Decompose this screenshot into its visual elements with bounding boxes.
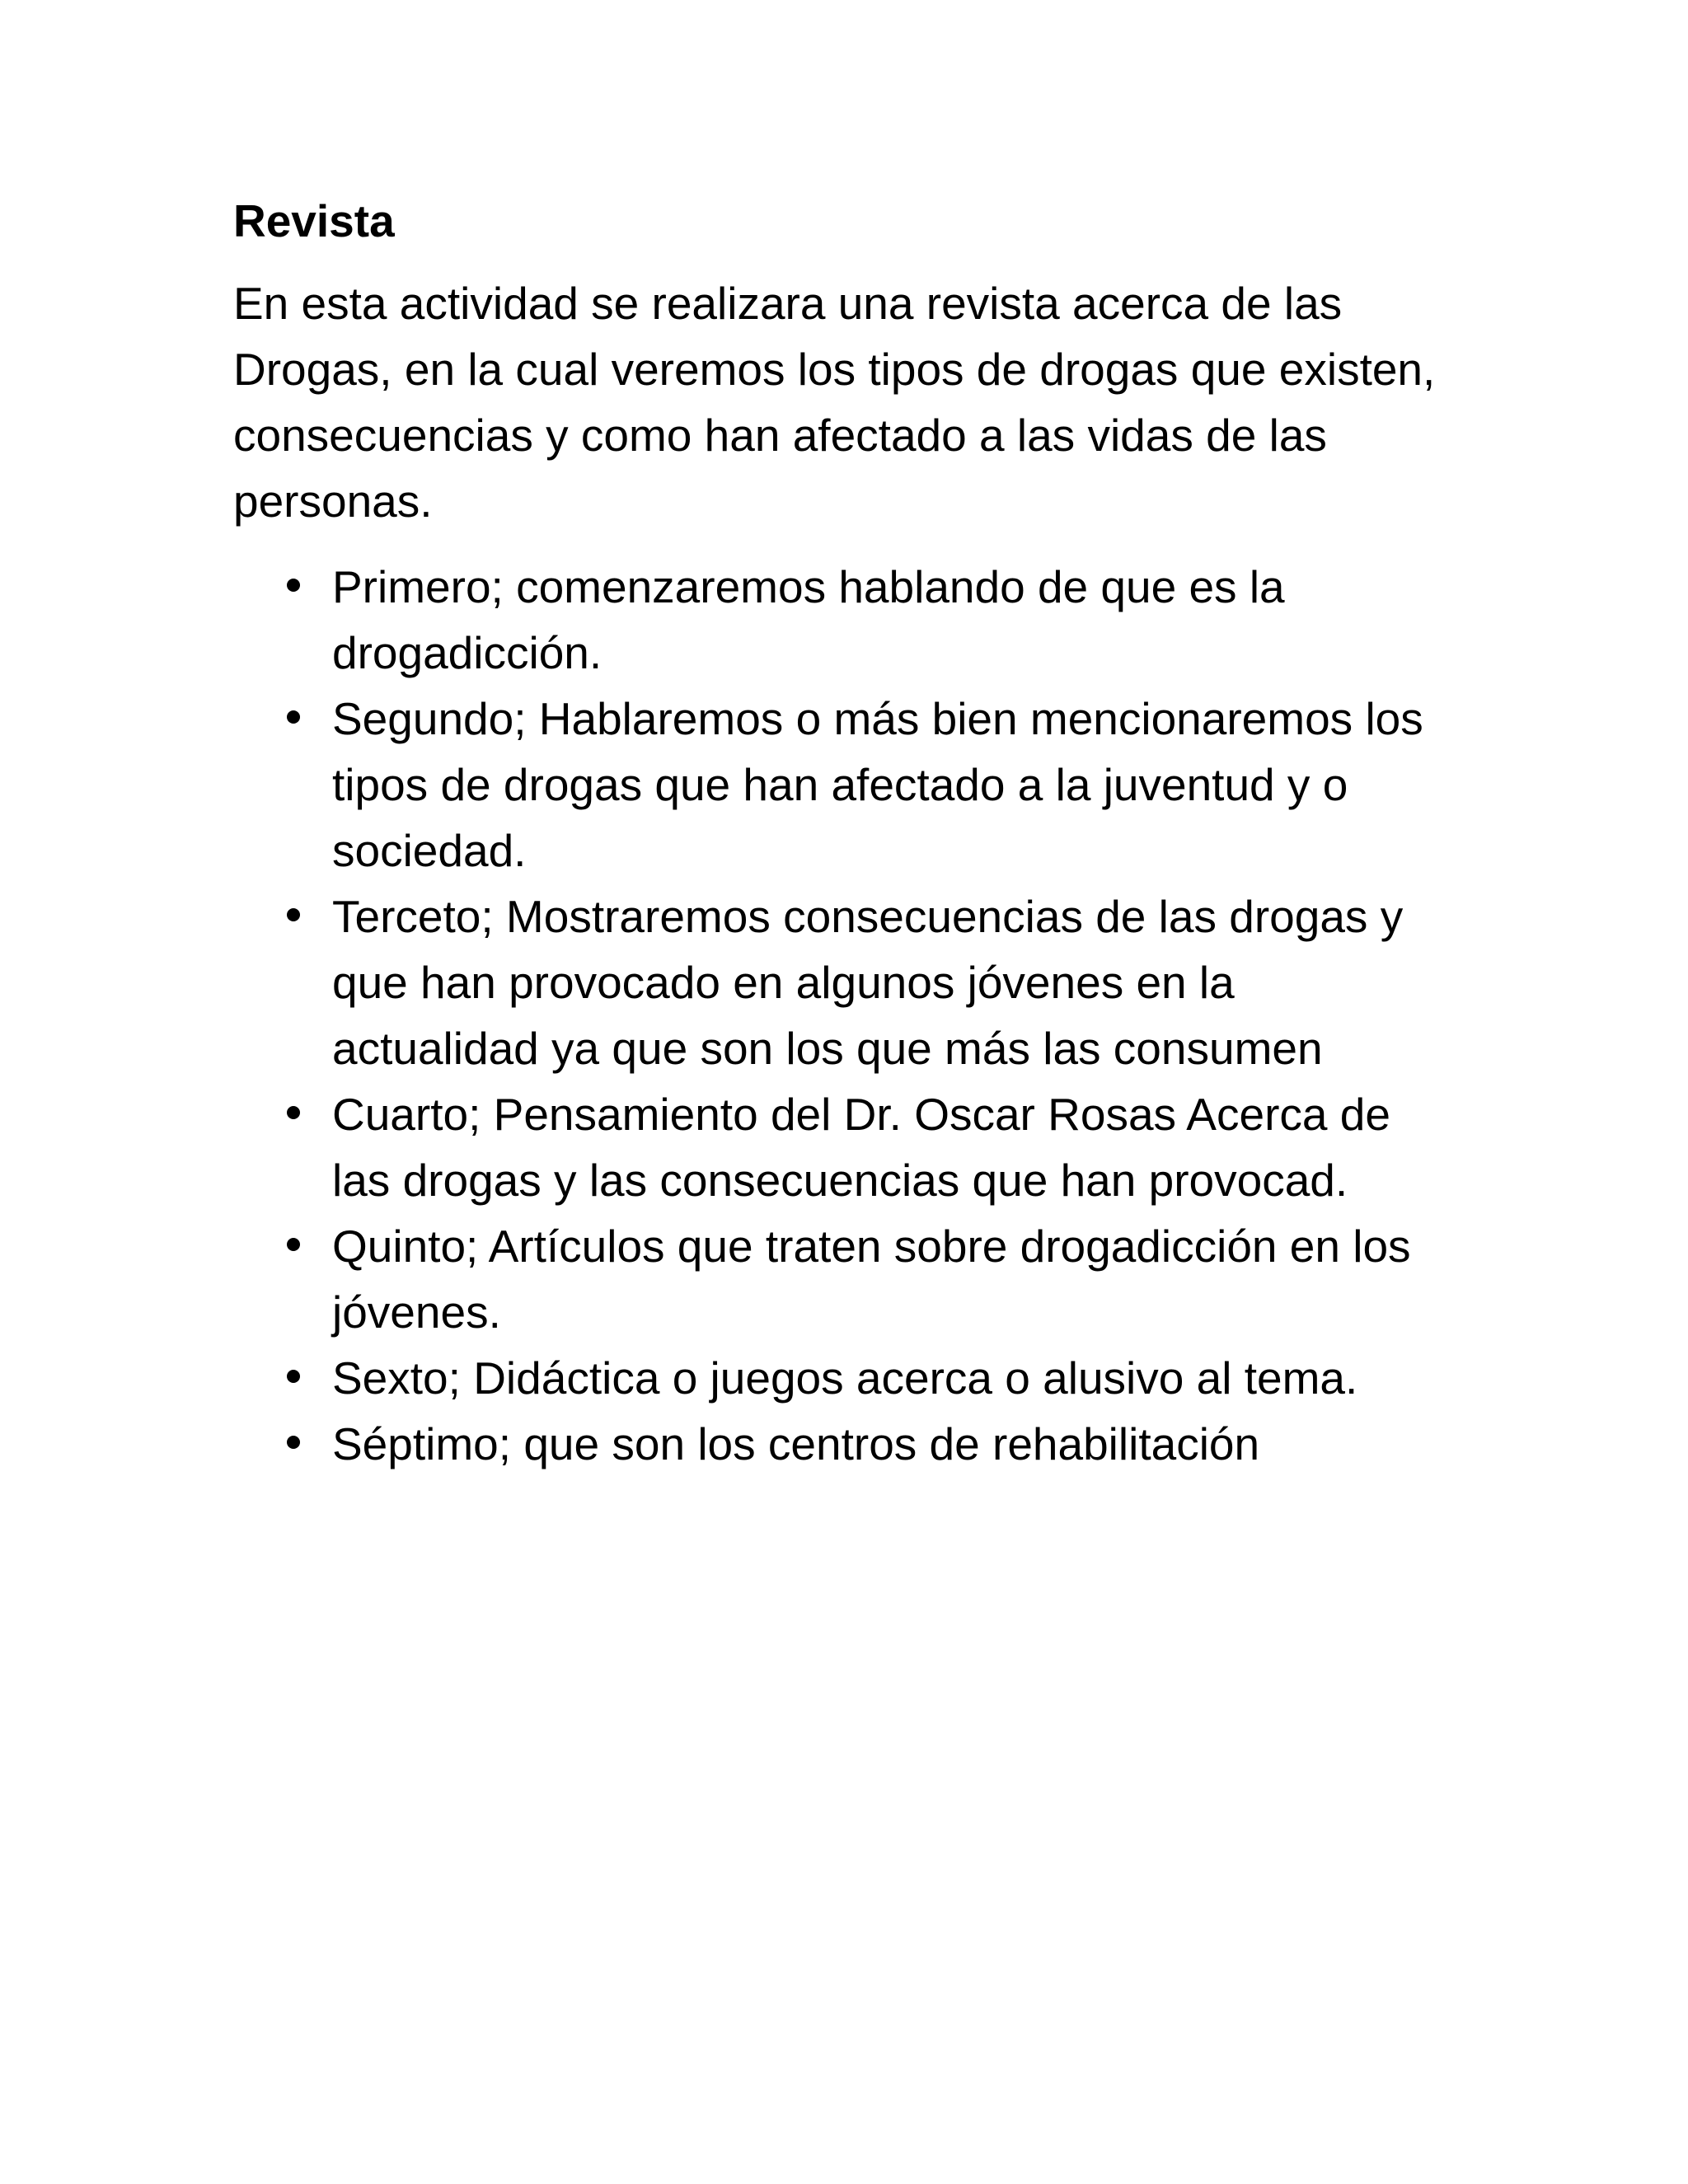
list-item <box>233 1345 1453 1411</box>
bullet-icon <box>287 710 300 724</box>
intro-paragraph: En esta actividad se realizara una revista acerca de las Drogas, en la cual veremos los tipos de drogas que existen, consecuencias y como han afectado a las vidas de las personas. <box>233 278 1436 527</box>
bullet-icon <box>287 908 300 921</box>
list-item <box>233 1081 1453 1213</box>
list-item <box>233 1213 1453 1345</box>
list-item-text: Quinto; Artículos que traten sobre drogadicción en los jóvenes. <box>332 1221 1411 1338</box>
list-item <box>233 686 1453 883</box>
list-item <box>233 1411 1453 1477</box>
list-item-text: Sexto; Didáctica o juegos acerca o alusivo al tema. <box>332 1352 1358 1404</box>
list-item-text: Primero; comenzaremos hablando de que es la drogadicción. <box>332 561 1285 678</box>
list-item-text: Terceto; Mostraremos consecuencias de las drogas y que han provocado en algunos jóvenes en la actualidad ya que son los que más las consumen <box>332 891 1404 1074</box>
bullet-icon <box>287 1370 300 1383</box>
bullet-icon <box>287 579 300 592</box>
document-title: Revista <box>233 195 395 246</box>
bullet-icon <box>287 1106 300 1119</box>
list-item <box>233 554 1453 686</box>
list-item-text: Séptimo; que son los centros de rehabilitación <box>332 1418 1260 1469</box>
bullet-icon <box>287 1238 300 1251</box>
document-body <box>233 188 1453 1477</box>
list-item-text: Segundo; Hablaremos o más bien mencionaremos los tipos de drogas que han afectado a la juventud y o sociedad. <box>332 693 1423 876</box>
bullet-icon <box>287 1436 300 1449</box>
activity-list <box>233 554 1453 1477</box>
list-item-text: Cuarto; Pensamiento del Dr. Oscar Rosas Acerca de las drogas y las consecuencias que han provocad. <box>332 1089 1390 1206</box>
list-item <box>233 883 1453 1081</box>
